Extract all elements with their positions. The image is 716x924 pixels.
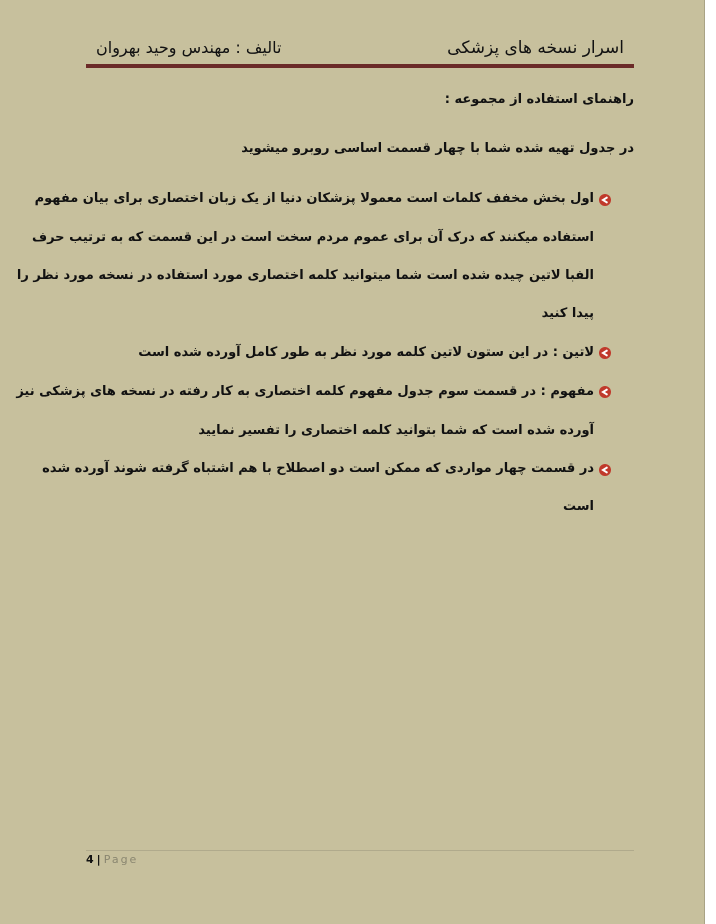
bullet-arrow-icon	[598, 385, 612, 399]
header-author: تالیف : مهندس وحید بهروان	[96, 38, 282, 57]
bullet-1-line-4: پیدا کنید	[541, 306, 594, 321]
header-divider	[86, 64, 634, 68]
page-header	[86, 38, 634, 62]
intro-paragraph: در جدول تهیه شده شما با چهار قسمت اساسی روبرو میشوید	[241, 141, 634, 156]
section-heading: راهنمای استفاده از مجموعه :	[444, 92, 634, 107]
bullet-1-line-2: استفاده میکنند که درک آن برای عموم مردم سخت است در این قسمت که به ترتیب حرف	[31, 230, 594, 245]
page-footer	[86, 853, 138, 866]
footer-divider	[86, 850, 634, 851]
bullet-3-line-1: مفهوم : در قسمت سوم جدول مفهوم کلمه اختصاری به کار رفته در نسخه های پزشکی نیز	[16, 384, 594, 399]
footer-separator: |	[96, 853, 101, 866]
page-number: 4	[86, 853, 94, 866]
bullet-3-line-2: آورده شده است که شما بتوانید کلمه اختصاری را تفسیر نمایید	[198, 423, 594, 438]
header-title: اسرار نسخه های پزشکی	[447, 38, 624, 58]
bullet-1-line-3: الفبا لاتین چیده شده است شما میتوانید کلمه اختصاری مورد استفاده در نسخه مورد نظر را	[16, 268, 594, 283]
bullet-1-line-1: اول بخش مخفف کلمات است معمولا پزشکان دنیا از یک زبان اختصاری برای بیان مفهوم	[34, 191, 594, 206]
bullet-arrow-icon	[598, 346, 612, 360]
bullet-arrow-icon	[598, 463, 612, 477]
bullet-2-line-1: لاتین : در این ستون لاتین کلمه مورد نظر به طور کامل آورده شده است	[138, 345, 594, 360]
bullet-4-line-1: در قسمت چهار مواردی که ممکن است دو اصطلاح با هم اشتباه گرفته شوند آورده شده	[42, 461, 594, 476]
page-label: Page	[103, 853, 139, 866]
bullet-4-line-2: است	[562, 499, 594, 514]
bullet-arrow-icon	[598, 193, 612, 207]
